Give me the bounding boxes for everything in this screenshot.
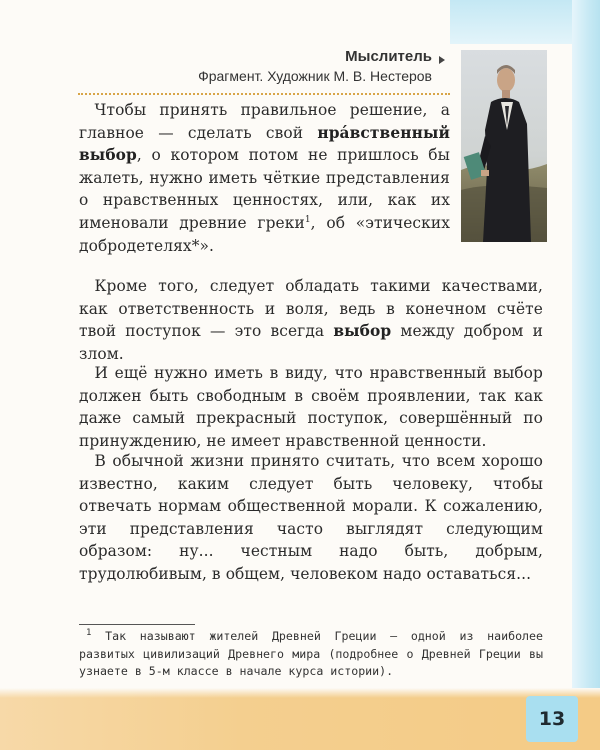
paragraph-2-text-start: Кроме того, следует обладать такими качествами, как ответственность и воля, ведь в конечном счёте твой поступок — это всегда	[79, 277, 543, 341]
bottom-decoration-band	[0, 688, 600, 750]
footnote-mark: 1	[85, 628, 92, 639]
footnote-text: Так называют жителей Древней Греции — одной из наиболее развитых цивилизаций Древнего мира (подробнее о Древней Греции вы узнаете в 5-м классе в начале курса истории).	[79, 629, 544, 678]
caption-divider	[78, 93, 450, 95]
paragraph-2	[79, 275, 543, 365]
paragraph-1-text-start: Чтобы принять правильное решение, а главное — сделать свой	[79, 101, 450, 142]
paragraph-3-text: И ещё нужно иметь в виду, что нравственный выбор должен быть свободным в своём проявлении, так как даже самый прекрасный поступок, совершённый по принуждению, не имеет нравственной ценности.	[79, 364, 543, 450]
page-number: 13	[526, 696, 578, 742]
footnote	[79, 628, 543, 681]
caption-title: Мыслитель	[345, 48, 432, 65]
term-choice: выбор	[333, 322, 392, 341]
caption-pointer-icon	[439, 56, 445, 64]
paragraph-1	[79, 99, 450, 257]
term-moral-choice: нра́вственный выбор	[79, 123, 450, 165]
paragraph-2-text-end: между добром и злом.	[79, 322, 543, 363]
footnote-reference: 1	[304, 214, 311, 225]
illustration-caption	[120, 48, 432, 86]
caption-subtitle: Фрагмент. Художник М. В. Нестеров	[198, 68, 432, 84]
right-edge-decoration	[572, 0, 600, 750]
painting-image	[461, 50, 547, 242]
paragraph-3	[79, 362, 543, 452]
paragraph-4	[79, 450, 543, 586]
paragraph-4-text: В обычной жизни принято считать, что всем хорошо известно, каким следует быть человеку, чтобы отвечать нормам общественной морали. К сожалению, эти представления часто выглядят следующим образом: ну... честным надо быть, добрым, трудолюбивым, в общем, человеком надо оставаться...	[79, 452, 543, 583]
paragraph-1-text-middle: , о котором потом не пришлось бы жалеть, нужно иметь чёткие представления о нравственных ценностях, или, как их именовали древние греки	[79, 146, 450, 232]
painting-thinker	[461, 50, 547, 242]
footnote-separator	[79, 624, 195, 625]
paragraph-1-text-end: , об «этических добродетелях*».	[79, 213, 451, 255]
